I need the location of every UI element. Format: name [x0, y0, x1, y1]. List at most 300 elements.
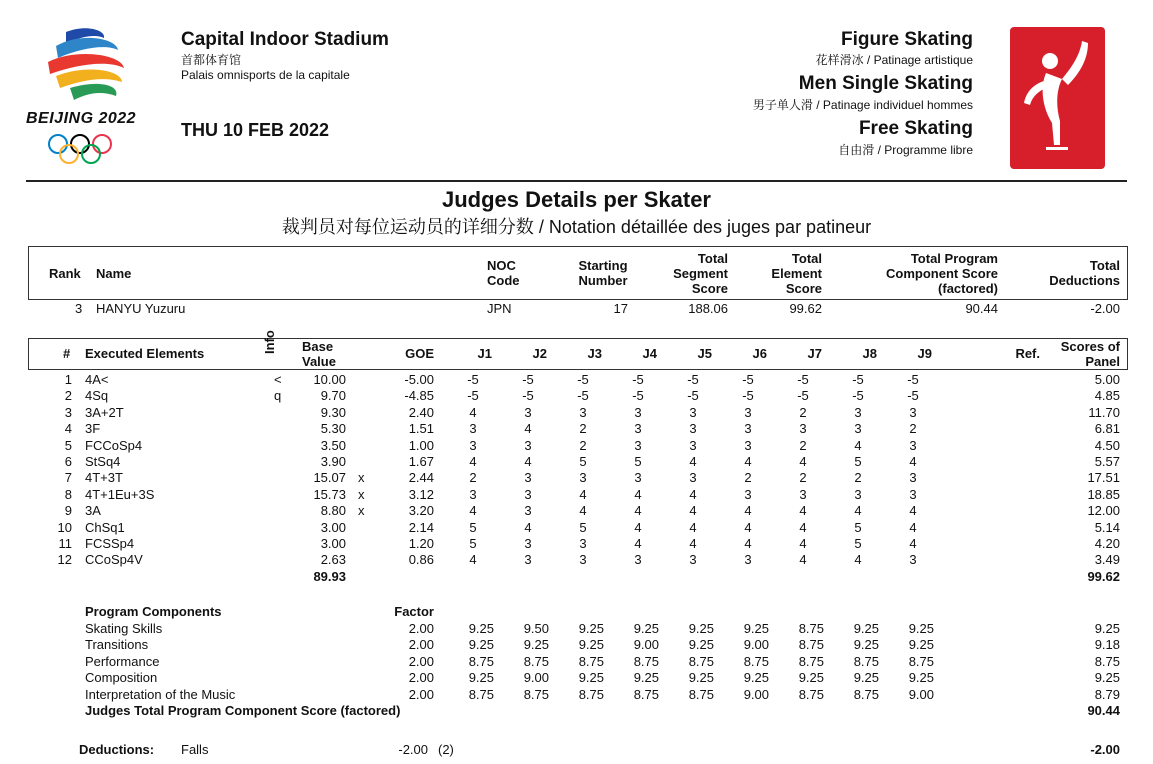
judge-header-5: J5: [697, 346, 712, 361]
component-judge-score: 9.25: [468, 621, 494, 636]
skater-start: 17: [613, 301, 628, 316]
element-row: [0, 470, 1153, 486]
component-judge-score: 9.25: [908, 621, 934, 636]
component-judge-score: 9.00: [743, 686, 769, 702]
elements-header: Executed Elements: [85, 346, 205, 361]
element-goe: 1.67: [408, 454, 434, 469]
element-number: 1: [64, 372, 72, 387]
element-code: 4Sq: [85, 388, 109, 404]
component-judge-score: 8.75: [523, 686, 549, 702]
element-judge-score: 3: [524, 404, 532, 420]
element-code: StSq4: [85, 454, 121, 469]
element-judge-score: 5: [854, 536, 862, 551]
element-base-value: 3.00: [320, 536, 346, 551]
element-panel-score: 3.49: [1094, 552, 1120, 568]
element-base-value: 15.73: [313, 486, 346, 502]
element-number: 10: [57, 519, 72, 535]
component-name: Transitions: [85, 637, 149, 653]
element-judge-score: 4: [634, 536, 642, 551]
judge-header-4: J4: [642, 346, 657, 361]
element-panel-score: 5.14: [1094, 519, 1120, 535]
component-judge-score: 8.75: [468, 686, 494, 702]
element-judge-score: 3: [524, 503, 532, 519]
component-panel-score: 9.25: [1094, 621, 1120, 636]
element-code: 3A: [85, 503, 101, 519]
component-row: [0, 621, 1153, 637]
element-judge-score: 3: [469, 421, 477, 437]
element-row: [0, 421, 1153, 437]
element-panel-score: 6.81: [1094, 421, 1120, 437]
element-judge-score: 3: [469, 437, 477, 453]
element-judge-score: -5: [577, 372, 589, 387]
element-judge-score: 3: [854, 421, 862, 437]
element-judge-score: -5: [522, 388, 534, 404]
component-judge-score: 8.75: [523, 653, 549, 669]
element-judge-score: 4: [634, 503, 642, 519]
elements-score-total: 99.62: [1087, 569, 1120, 584]
component-panel-score: 9.18: [1094, 637, 1120, 653]
logo-wordmark: BEIJING 2022: [26, 110, 137, 127]
element-judge-score: 3: [689, 470, 697, 486]
element-judge-score: -5: [907, 372, 919, 387]
component-name: Composition: [85, 670, 158, 686]
element-row: [0, 487, 1153, 503]
element-judge-score: 2: [579, 421, 587, 437]
skater-ded: -2.00: [1090, 301, 1120, 316]
element-number: 3: [64, 404, 72, 420]
venue-name-zh: 首都体育馆: [181, 53, 242, 67]
skater-tes: 99.62: [789, 301, 822, 316]
element-judge-score: 3: [854, 404, 862, 420]
element-goe: 1.00: [408, 437, 434, 453]
element-base-value: 2.63: [320, 552, 346, 568]
component-judge-score: 9.25: [523, 637, 549, 653]
element-judge-score: -5: [742, 388, 754, 404]
component-judge-score: 8.75: [798, 621, 824, 636]
components-total-score: 90.44: [1087, 703, 1120, 718]
element-judge-score: 3: [634, 421, 642, 437]
element-number: 6: [64, 454, 72, 469]
element-judge-score: 3: [744, 404, 752, 420]
page-title: Judges Details per Skater: [441, 187, 711, 212]
element-judge-score: 3: [744, 552, 752, 568]
element-judge-score: 5: [634, 454, 642, 469]
deductions-type: Falls: [181, 742, 209, 757]
element-row: [0, 372, 1153, 388]
judge-header-8: J8: [862, 346, 877, 361]
element-judge-score: 4: [689, 503, 697, 519]
olympic-rings-icon: [46, 132, 126, 166]
element-number: 7: [64, 470, 72, 486]
goe-header: GOE: [405, 346, 434, 361]
element-code: 4T+3T: [85, 470, 123, 486]
component-judge-score: 9.25: [743, 621, 769, 636]
element-number: 2: [64, 388, 72, 404]
total-segment-score-header: Total Segment Score: [673, 251, 728, 296]
element-code: 3F: [85, 421, 101, 437]
element-row: [0, 552, 1153, 568]
element-goe: 2.14: [408, 519, 434, 535]
skater-rank: 3: [75, 301, 83, 316]
ref-header: Ref.: [1015, 346, 1040, 361]
component-factor: 2.00: [408, 653, 434, 669]
element-judge-score: 4: [744, 519, 752, 535]
element-judge-score: 2: [799, 437, 807, 453]
element-judge-score: -5: [687, 372, 699, 387]
element-goe: 2.44: [408, 470, 434, 486]
components-title: Program Components: [85, 604, 222, 619]
element-code: FCSSp4: [85, 536, 135, 551]
element-judge-score: 4: [634, 519, 642, 535]
element-panel-score: 5.57: [1094, 454, 1120, 469]
element-number: 12: [57, 552, 72, 568]
element-judge-score: 4: [689, 519, 697, 535]
element-base-value: 3.90: [320, 454, 346, 469]
judge-header-3: J3: [587, 346, 602, 361]
element-code: CCoSp4V: [85, 552, 143, 568]
element-judge-score: 4: [909, 519, 917, 535]
header-divider: [26, 180, 1127, 182]
component-name: Performance: [85, 653, 160, 669]
element-judge-score: 3: [579, 404, 587, 420]
element-base-value: 5.30: [320, 421, 346, 437]
element-judge-score: 3: [909, 486, 917, 502]
component-judge-score: 9.25: [578, 670, 604, 686]
element-judge-score: 3: [524, 470, 532, 486]
component-row: [0, 637, 1153, 653]
element-row: [0, 520, 1153, 536]
element-row: [0, 536, 1153, 552]
element-judge-score: 4: [799, 552, 807, 568]
component-judge-score: 8.75: [908, 653, 934, 669]
component-judge-score: 9.25: [743, 670, 769, 686]
scores-of-panel-header: Scores of Panel: [1060, 339, 1120, 369]
element-judge-score: 3: [744, 421, 752, 437]
element-base-value: 9.70: [320, 388, 346, 404]
element-code: 3A+2T: [85, 404, 124, 420]
component-judge-score: 8.75: [578, 686, 604, 702]
element-row: [0, 405, 1153, 421]
element-judge-score: 2: [744, 470, 752, 486]
element-judge-score: 4: [524, 454, 532, 469]
element-base-value: 9.30: [320, 404, 346, 420]
component-name: Interpretation of the Music: [85, 686, 236, 702]
component-panel-score: 8.79: [1094, 686, 1120, 702]
element-panel-score: 4.20: [1094, 536, 1120, 551]
judge-header-6: J6: [752, 346, 767, 361]
element-base-value: 3.50: [320, 437, 346, 453]
component-judge-score: 9.00: [743, 637, 769, 653]
element-judge-score: 3: [524, 437, 532, 453]
element-judge-score: 5: [579, 519, 587, 535]
component-judge-score: 8.75: [798, 637, 824, 653]
element-judge-score: 3: [799, 486, 807, 502]
element-goe: -5.00: [404, 372, 434, 387]
noc-header: NOC Code: [487, 258, 520, 288]
element-judge-score: 4: [909, 503, 917, 519]
skater-noc: JPN: [487, 301, 512, 316]
element-row: [0, 503, 1153, 519]
element-info: q: [274, 388, 282, 404]
component-judge-score: 9.00: [633, 637, 659, 653]
element-judge-score: 2: [469, 470, 477, 486]
total-pcs-header: Total Program Component Score (factored): [886, 251, 998, 296]
element-judge-score: 3: [909, 470, 917, 486]
components-total-label: Judges Total Program Component Score (factored): [85, 703, 401, 718]
rank-header: Rank: [49, 266, 81, 281]
elements-total-row: [0, 569, 1153, 585]
component-judge-score: 9.25: [853, 670, 879, 686]
info-header: Info: [262, 330, 277, 354]
factor-header: Factor: [394, 604, 434, 619]
discipline-name: Men Single Skating: [798, 73, 973, 94]
element-judge-score: 3: [579, 552, 587, 568]
element-judge-score: 3: [854, 486, 862, 502]
component-judge-score: 8.75: [688, 653, 714, 669]
skater-name: HANYU Yuzuru: [96, 301, 186, 316]
component-judge-score: 9.25: [468, 637, 494, 653]
element-judge-score: -5: [852, 388, 864, 404]
element-judge-score: -5: [687, 388, 699, 404]
element-code: ChSq1: [85, 519, 125, 535]
element-judge-score: 2: [799, 470, 807, 486]
component-factor: 2.00: [408, 686, 434, 702]
element-judge-score: 2: [579, 437, 587, 453]
component-judge-score: 8.75: [798, 653, 824, 669]
element-goe: 3.20: [408, 503, 434, 519]
component-panel-score: 8.75: [1094, 653, 1120, 669]
component-judge-score: 9.25: [633, 621, 659, 636]
element-judge-score: -5: [907, 388, 919, 404]
element-judge-score: 4: [799, 454, 807, 469]
component-judge-score: 9.25: [908, 670, 934, 686]
element-panel-score: 18.85: [1087, 486, 1120, 502]
component-row: [0, 670, 1153, 686]
component-panel-score: 9.25: [1094, 670, 1120, 686]
element-code: FCCoSp4: [85, 437, 143, 453]
element-judge-score: 4: [689, 454, 697, 469]
element-panel-score: 17.51: [1087, 470, 1120, 486]
discipline-subtitle: 男子单人滑 / Patinage individuel hommes: [752, 98, 973, 112]
venue-name: Capital Indoor Stadium: [181, 29, 389, 50]
element-judge-score: 4: [744, 454, 752, 469]
element-judge-score: 5: [579, 454, 587, 469]
element-judge-score: 3: [799, 421, 807, 437]
component-judge-score: 9.25: [853, 621, 879, 636]
element-judge-score: 3: [689, 404, 697, 420]
element-bonus-mark: x: [358, 486, 365, 502]
element-judge-score: 3: [579, 536, 587, 551]
skater-pictogram-icon: [1010, 27, 1105, 169]
judge-header-7: J7: [807, 346, 822, 361]
element-judge-score: -5: [632, 388, 644, 404]
element-judge-score: 3: [469, 486, 477, 502]
component-judge-score: 9.25: [468, 670, 494, 686]
total-element-score-header: Total Element Score: [771, 251, 822, 296]
deductions-label: Deductions:: [79, 742, 155, 757]
component-factor: 2.00: [408, 621, 434, 636]
element-judge-score: 2: [854, 470, 862, 486]
element-panel-score: 4.85: [1094, 388, 1120, 404]
element-judge-score: 3: [524, 486, 532, 502]
element-judge-score: 4: [579, 503, 587, 519]
element-judge-score: -5: [577, 388, 589, 404]
element-judge-score: -5: [797, 372, 809, 387]
component-judge-score: 9.25: [688, 637, 714, 653]
component-judge-score: 8.75: [798, 686, 824, 702]
element-goe: 1.51: [408, 421, 434, 437]
starting-number-header: Starting Number: [578, 258, 628, 288]
element-judge-score: 2: [799, 404, 807, 420]
skater-pcs: 90.44: [965, 301, 998, 316]
components-header-row: [0, 604, 1153, 620]
segment-subtitle: 自由滑 / Programme libre: [838, 143, 973, 157]
element-judge-score: 5: [469, 536, 477, 551]
element-code: 4T+1Eu+3S: [85, 486, 155, 502]
element-judge-score: 4: [854, 503, 862, 519]
judge-header-2: J2: [532, 346, 547, 361]
element-judge-score: 4: [689, 536, 697, 551]
element-base-value: 15.07: [313, 470, 346, 486]
element-goe: 0.86: [408, 552, 434, 568]
element-judge-score: 3: [744, 437, 752, 453]
page-subtitle: 裁判员对每位运动员的详细分数 / Notation détaillée des juges par patineur: [281, 217, 872, 237]
sport-subtitle: 花样滑冰 / Patinage artistique: [815, 53, 973, 67]
beijing-2022-logo: [26, 24, 151, 174]
element-judge-score: 5: [854, 454, 862, 469]
deductions-value: -2.00: [398, 742, 428, 757]
element-goe: -4.85: [404, 388, 434, 404]
element-judge-score: 4: [579, 486, 587, 502]
element-judge-score: 4: [799, 536, 807, 551]
component-judge-score: 8.75: [633, 653, 659, 669]
element-judge-score: 2: [909, 421, 917, 437]
element-judge-score: 4: [634, 486, 642, 502]
element-base-value: 10.00: [313, 372, 346, 387]
element-goe: 2.40: [408, 404, 434, 420]
element-judge-score: 4: [469, 404, 477, 420]
element-bonus-mark: x: [358, 470, 365, 486]
element-number: 9: [64, 503, 72, 519]
component-judge-score: 8.75: [633, 686, 659, 702]
element-panel-score: 4.50: [1094, 437, 1120, 453]
element-judge-score: -5: [467, 372, 479, 387]
component-judge-score: 9.00: [523, 670, 549, 686]
element-judge-score: 3: [634, 552, 642, 568]
element-number: 11: [58, 536, 72, 551]
element-judge-score: 4: [469, 503, 477, 519]
element-judge-score: 4: [469, 552, 477, 568]
element-judge-score: 4: [744, 536, 752, 551]
element-panel-score: 12.00: [1087, 503, 1120, 519]
element-judge-score: 5: [854, 519, 862, 535]
element-judge-score: 4: [799, 503, 807, 519]
element-judge-score: 4: [854, 437, 862, 453]
element-base-value: 8.80: [320, 503, 346, 519]
component-judge-score: 9.25: [853, 637, 879, 653]
element-judge-score: 3: [689, 437, 697, 453]
element-judge-score: 3: [689, 552, 697, 568]
component-judge-score: 9.25: [578, 637, 604, 653]
component-factor: 2.00: [408, 670, 434, 686]
component-judge-score: 9.25: [908, 637, 934, 653]
segment-name: Free Skating: [858, 118, 973, 139]
element-judge-score: -5: [797, 388, 809, 404]
name-header: Name: [96, 266, 132, 281]
ribbon-emblem-icon: [26, 24, 151, 124]
deductions-row: [0, 742, 1153, 758]
total-deductions-header: Total Deductions: [1049, 258, 1120, 288]
element-judge-score: 4: [689, 486, 697, 502]
deductions-count: (2): [438, 742, 454, 757]
component-judge-score: 8.75: [688, 686, 714, 702]
element-judge-score: 4: [909, 536, 917, 551]
element-row: [0, 388, 1153, 404]
element-row: [0, 438, 1153, 454]
element-judge-score: -5: [632, 372, 644, 387]
element-base-value: 3.00: [320, 519, 346, 535]
element-panel-score: 11.70: [1088, 404, 1120, 420]
component-judge-score: 9.25: [578, 621, 604, 636]
element-judge-score: -5: [467, 388, 479, 404]
element-panel-score: 5.00: [1094, 372, 1120, 387]
component-factor: 2.00: [408, 637, 434, 653]
element-judge-score: 4: [524, 421, 532, 437]
element-code: 4A<: [85, 372, 109, 387]
element-judge-score: 3: [909, 552, 917, 568]
element-judge-score: 3: [909, 437, 917, 453]
component-judge-score: 8.75: [743, 653, 769, 669]
element-judge-score: -5: [522, 372, 534, 387]
sport-name: Figure Skating: [841, 29, 973, 50]
component-judge-score: 8.75: [853, 653, 879, 669]
element-row: [0, 454, 1153, 470]
element-judge-score: 3: [634, 404, 642, 420]
base-value-header: Base Value: [302, 339, 336, 369]
element-judge-score: 3: [579, 470, 587, 486]
components-total-row: [0, 703, 1153, 719]
num-header: #: [63, 346, 71, 361]
element-judge-score: 4: [524, 519, 532, 535]
component-judge-score: 9.25: [688, 670, 714, 686]
element-judge-score: 4: [909, 454, 917, 469]
component-judge-score: 9.25: [798, 670, 824, 686]
element-judge-score: 5: [469, 519, 477, 535]
component-judge-score: 9.50: [523, 621, 549, 636]
component-name: Skating Skills: [85, 621, 163, 636]
component-judge-score: 8.75: [578, 653, 604, 669]
component-judge-score: 8.75: [853, 686, 879, 702]
element-judge-score: 4: [469, 454, 477, 469]
element-judge-score: -5: [742, 372, 754, 387]
element-number: 8: [64, 486, 72, 502]
component-judge-score: 8.75: [468, 653, 494, 669]
element-info: <: [274, 372, 282, 387]
component-row: [0, 654, 1153, 670]
element-judge-score: 4: [854, 552, 862, 568]
skater-row: [0, 301, 1153, 317]
component-row: [0, 687, 1153, 703]
deductions-total: -2.00: [1090, 742, 1120, 757]
event-date: THU 10 FEB 2022: [181, 120, 330, 140]
element-number: 5: [64, 437, 72, 453]
element-goe: 1.20: [408, 536, 434, 551]
element-judge-score: 4: [799, 519, 807, 535]
component-judge-score: 9.25: [633, 670, 659, 686]
element-judge-score: -5: [852, 372, 864, 387]
element-judge-score: 3: [634, 437, 642, 453]
element-goe: 3.12: [408, 486, 434, 502]
